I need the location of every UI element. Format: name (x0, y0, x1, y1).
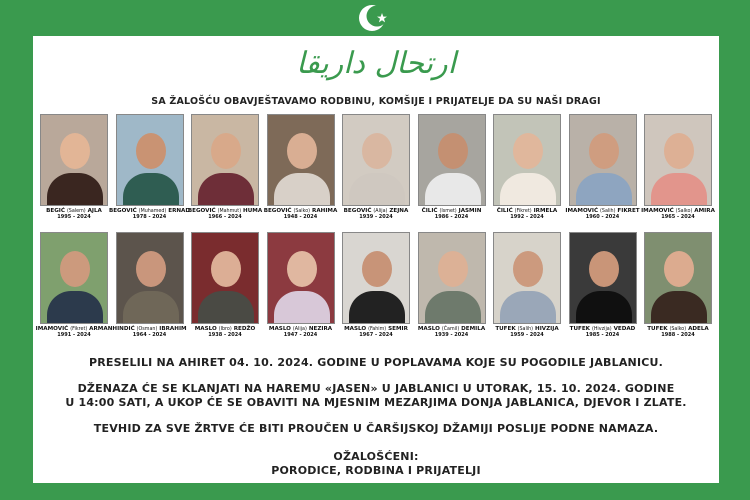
portrait-body (274, 291, 330, 324)
portrait-body (47, 291, 103, 324)
portrait-head (362, 133, 392, 169)
person-card (417, 232, 487, 350)
person-years: 1988 - 2024 (661, 332, 695, 338)
person-surname: BEGOVIĆ (343, 208, 372, 214)
person-surname: IMAMOVIĆ (35, 326, 69, 332)
person-first-name: SEMIR (388, 326, 408, 332)
portrait-body (47, 173, 103, 206)
person-years: 1939 - 2024 (434, 332, 469, 338)
arabic-heading: ارتحال داريقا (296, 46, 456, 81)
intro-text: SA ŽALOŠĆU OBAVJEŠTAVAMO RODBINU, KOMŠIJE I PRIJATELJE DA SU NAŠI DRAGI (151, 96, 601, 107)
portrait-body (651, 173, 707, 206)
portrait-photo (267, 114, 335, 206)
person-father: (Salko) (675, 209, 693, 214)
portrait-photo (342, 114, 410, 206)
person-years: 1959 - 2024 (510, 332, 544, 338)
person-surname: BEGOVIĆ (108, 208, 137, 214)
portrait-photo (569, 114, 637, 206)
person-card (565, 114, 640, 232)
person-surname: MASLO (344, 326, 367, 332)
portrait-head (438, 133, 468, 169)
person-first-name: VEDAD (613, 326, 636, 332)
portrait-body (425, 291, 481, 324)
person-father: (Fahim) (368, 327, 387, 332)
portrait-head (513, 133, 543, 169)
person-surname: TUFEK (647, 326, 668, 332)
portrait-body (576, 173, 632, 206)
person-years: 1947 - 2024 (283, 332, 318, 338)
person-surname: TUFEK (495, 326, 516, 332)
portrait-body (274, 173, 330, 206)
portrait-photo (116, 232, 184, 324)
person-first-name: IRMELA (533, 208, 558, 214)
portrait-head (589, 251, 619, 287)
portrait-body (198, 291, 254, 324)
portrait-head (664, 251, 694, 287)
person-card (643, 114, 713, 232)
portrait-photo (493, 232, 561, 324)
person-surname: BEGIĆ (46, 208, 65, 214)
person-surname: MASLO (194, 326, 217, 332)
obituary-card (33, 36, 719, 483)
portrait-photo (191, 114, 259, 206)
portrait-photo (342, 232, 410, 324)
person-surname: BEGOVIĆ (263, 208, 292, 214)
portrait-head (60, 251, 90, 287)
person-first-name: ZEJNA (389, 208, 409, 214)
portrait-body (198, 173, 254, 206)
person-card (266, 232, 336, 350)
portrait-photo (644, 114, 712, 206)
person-first-name: DEMILA (461, 326, 486, 332)
person-father: (Salih) (517, 327, 534, 332)
funeral-text-2: U 14:00 SATI, A UKOP ĆE SE OBAVITI NA MJESNIM MEZARJIMA DONJA JABLANICA, DJEVOR I ZLATE. (65, 396, 687, 409)
portrait-head (211, 133, 241, 169)
person-card (35, 232, 113, 350)
person-surname: IMAMOVIĆ (641, 208, 674, 214)
person-card (187, 114, 263, 232)
person-surname: HINDIĆ (112, 326, 135, 332)
person-years: 1978 - 2024 (132, 214, 167, 220)
person-first-name: NEZIRA (308, 326, 333, 332)
portrait-body (500, 173, 556, 206)
person-first-name: FIKRET (617, 208, 640, 214)
person-card (112, 232, 187, 350)
portrait-photo (116, 114, 184, 206)
portrait-head (60, 133, 90, 169)
person-surname: ČILIĆ (496, 208, 513, 214)
portrait-photo (40, 232, 108, 324)
person-first-name: AMIRA (694, 208, 715, 214)
funeral-text-1: DŽENAZA ĆE SE KLANJATI NA HAREMU «JASEN» U JABLANICI U UTORAK, 15. 10. 2024. GODINE (77, 382, 675, 395)
person-years: 1939 - 2024 (359, 214, 393, 220)
person-father: (Alija) (373, 209, 388, 214)
person-card (492, 114, 562, 232)
person-years: 1967 - 2024 (359, 332, 393, 338)
portrait-body (425, 173, 481, 206)
portrait-head (664, 133, 694, 169)
portrait-grid (35, 114, 715, 350)
portrait-photo (267, 232, 335, 324)
portrait-head (136, 133, 166, 169)
mourners-label: OŽALOŠĆENI: (333, 450, 419, 463)
person-years: 1948 - 2024 (283, 214, 318, 220)
portrait-head (438, 251, 468, 287)
person-father: (Salih) (600, 209, 616, 214)
person-first-name: HIVZIJA (535, 326, 559, 332)
mourners-text: PORODICE, RODBINA I PRIJATELJI (271, 464, 481, 477)
person-card (417, 114, 487, 232)
crescent-star-icon (358, 3, 392, 33)
portrait-photo (191, 232, 259, 324)
person-years: 1991 - 2024 (57, 332, 91, 338)
person-card (643, 232, 713, 350)
person-years: 1966 - 2024 (208, 214, 242, 220)
person-card (190, 232, 260, 350)
person-first-name: AJLA (87, 208, 102, 214)
person-father: (Salem) (66, 209, 86, 214)
person-card (341, 232, 411, 350)
portrait-photo (418, 114, 486, 206)
person-card (492, 232, 562, 350)
person-card (39, 114, 109, 232)
person-father: (Salko) (669, 327, 687, 332)
portrait-head (362, 251, 392, 287)
person-father: (Ibro) (218, 327, 232, 332)
person-first-name: JASMIN (458, 208, 482, 214)
person-surname: MASLO (417, 326, 440, 332)
portrait-photo (644, 232, 712, 324)
portrait-photo (40, 114, 108, 206)
portrait-row (35, 232, 713, 350)
person-years: 1995 - 2024 (57, 214, 91, 220)
portrait-body (123, 173, 179, 206)
person-first-name: HUMA (243, 208, 263, 214)
person-years: 1965 - 2024 (661, 214, 695, 220)
person-card (263, 114, 338, 232)
portrait-head (287, 133, 317, 169)
person-first-name: ERNAD (168, 208, 191, 214)
person-father: (Alija) (292, 327, 307, 332)
person-years: 1964 - 2024 (132, 332, 167, 338)
person-years: 1985 - 2024 (585, 332, 620, 338)
person-father: (Mahmut) (217, 209, 242, 214)
portrait-photo (418, 232, 486, 324)
person-years: 1938 - 2024 (208, 332, 242, 338)
person-father: (Ćamil) (441, 327, 460, 332)
person-card (108, 114, 191, 232)
person-surname: ČILIĆ (421, 208, 438, 214)
person-surname: BEGOVIĆ (187, 208, 216, 214)
portrait-body (500, 291, 556, 324)
portrait-body (651, 291, 707, 324)
portrait-body (123, 291, 179, 324)
tevhid-text: TEVHID ZA SVE ŽRTVE ĆE BITI PROUČEN U ČARŠIJSKOJ DŽAMIJI POSLIJE PODNE NAMAZA. (93, 422, 659, 435)
person-first-name: RAHIMA (312, 208, 338, 214)
portrait-head (287, 251, 317, 287)
person-father: (Fikret) (514, 209, 532, 214)
person-surname: TUFEK (569, 326, 590, 332)
portrait-body (349, 173, 405, 206)
portrait-head (513, 251, 543, 287)
person-first-name: ADELA (688, 326, 709, 332)
person-father: (Fikret) (70, 327, 88, 332)
person-years: 1986 - 2024 (434, 214, 469, 220)
person-father: (Osman) (136, 327, 158, 332)
person-father: (Hivzija) (591, 327, 612, 332)
person-father: (Salko) (293, 209, 311, 214)
person-father: (Ismet) (439, 209, 457, 214)
person-first-name: REDŽO (233, 326, 256, 332)
person-surname: IMAMOVIĆ (565, 208, 599, 214)
person-years: 1992 - 2024 (510, 214, 544, 220)
person-years: 1960 - 2024 (585, 214, 620, 220)
portrait-photo (569, 232, 637, 324)
portrait-photo (493, 114, 561, 206)
person-card (568, 232, 638, 350)
portrait-body (349, 291, 405, 324)
portrait-head (211, 251, 241, 287)
person-father: (Muhamed) (138, 209, 167, 214)
portrait-head (136, 251, 166, 287)
person-first-name: IBRAHIM (159, 326, 187, 332)
date-text: PRESELILI NA AHIRET 04. 10. 2024. GODINE U POPLAVAMA KOJE SU POGODILE JABLANICU. (88, 356, 664, 369)
person-card (341, 114, 411, 232)
person-first-name: ARMAN (89, 326, 113, 332)
person-surname: MASLO (268, 326, 291, 332)
portrait-body (576, 291, 632, 324)
portrait-head (589, 133, 619, 169)
portrait-row (39, 114, 713, 232)
